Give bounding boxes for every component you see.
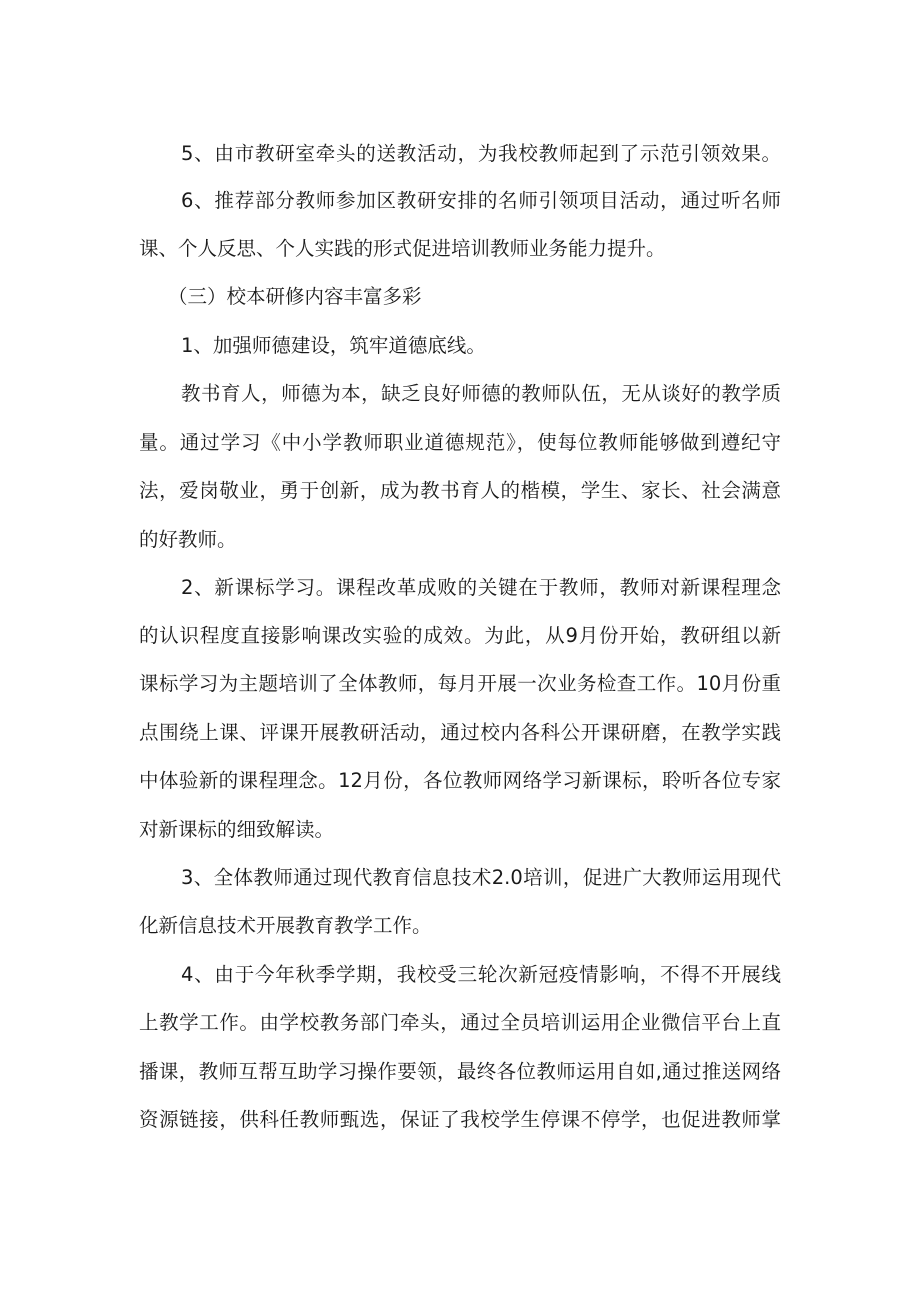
section-heading: （三）校本研修内容丰富多彩 [168, 285, 422, 308]
paragraph-line: 3、全体教师通过现代教育信息技术2.0培训，促进广大教师运用现代 [181, 866, 781, 889]
paragraph-line: 1、加强师德建设，筑牢道德底线。 [181, 334, 486, 357]
paragraph-line: 5、由市教研室牵头的送教活动，为我校教师起到了示范引领效果。 [181, 142, 781, 165]
paragraph-line: 课标学习为主题培训了全体教师，每月开展一次业务检查工作。10月份重 [139, 672, 781, 695]
paragraph-line: 中体验新的课程理念。12月份，各位教师网络学习新课标，聆听各位专家 [139, 769, 781, 792]
paragraph-line: 对新课标的细致解读。 [139, 818, 335, 841]
paragraph-line: 4、由于今年秋季学期，我校受三轮次新冠疫情影响，不得不开展线 [181, 963, 781, 986]
paragraph-line: 法，爱岗敬业，勇于创新，成为教书育人的楷模，学生、家长、社会满意 [139, 479, 781, 502]
paragraph-line: 2、新课标学习。课程改革成败的关键在于教师，教师对新课程理念 [181, 576, 781, 599]
paragraph-line: 量。通过学习《中小学教师职业道德规范》，使每位教师能够做到遵纪守 [139, 431, 781, 454]
paragraph-line: 上教学工作。由学校教务部门牵头，通过全员培训运用企业微信平台上直 [139, 1011, 781, 1034]
paragraph-line: 教书育人，师德为本，缺乏良好师德的教师队伍，无从谈好的教学质 [181, 382, 781, 405]
paragraph-line: 6、推荐部分教师参加区教研安排的名师引领项目活动，通过听名师 [181, 189, 781, 212]
paragraph-line: 播课，教师互帮互助学习操作要领，最终各位教师运用自如,通过推送网络 [139, 1060, 781, 1083]
paragraph-line: 课、个人反思、个人实践的形式促进培训教师业务能力提升。 [139, 237, 666, 260]
paragraph-line: 资源链接，供科任教师甄选，保证了我校学生停课不停学，也促进教师掌 [139, 1108, 781, 1131]
paragraph-line: 的好教师。 [139, 528, 237, 551]
paragraph-line: 化新信息技术开展教育教学工作。 [139, 914, 432, 937]
paragraph-line: 点围绕上课、评课开展教研活动，通过校内各科公开课研磨，在教学实践 [139, 721, 781, 744]
paragraph-line: 的认识程度直接影响课改实验的成效。为此，从9月份开始，教研组以新 [139, 624, 781, 647]
